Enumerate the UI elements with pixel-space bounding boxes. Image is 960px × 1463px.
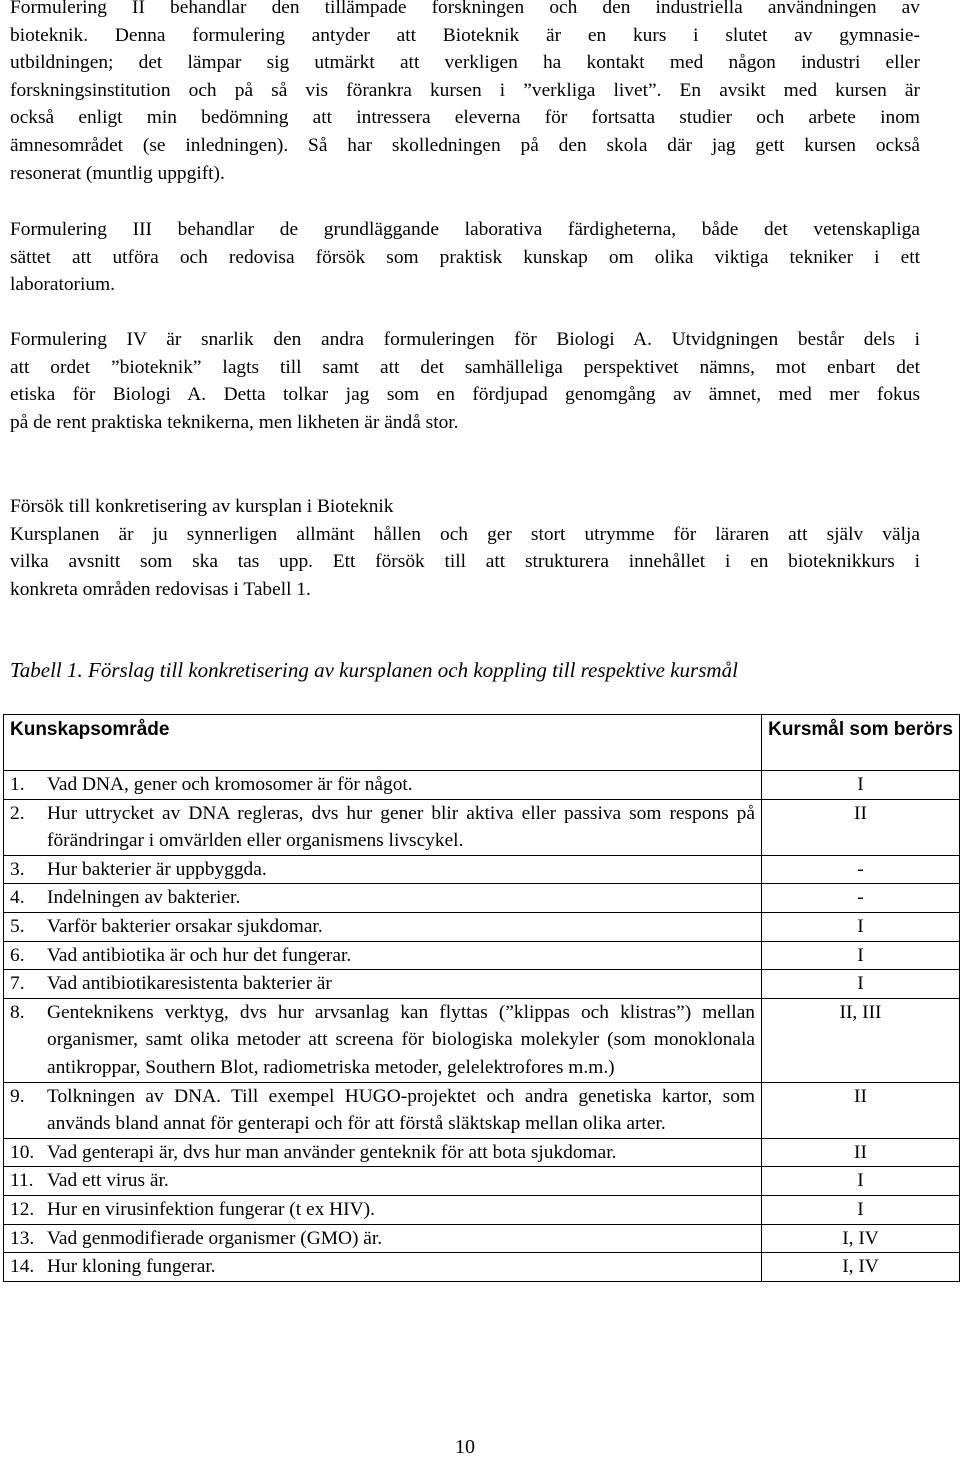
row-text: Vad antibiotika är och hur det fungerar. (47, 944, 352, 966)
row-number: 9. (10, 1085, 25, 1107)
section-konkretisering (10, 493, 920, 603)
text-line: etiska för Biologi A. Detta tolkar jag som en fördjupad genomgång av ämnet, med mer fokus (10, 384, 920, 406)
page-number: 10 (455, 1436, 475, 1458)
row-goals: II (762, 1138, 960, 1167)
row-text: Hur bakterier är uppbyggda. (47, 858, 267, 880)
row-number: 4. (10, 887, 25, 909)
text-line: forskningsinstitution och på så vis förankra kursen i ”verkliga livet”. En avsikt med kursen är (10, 79, 920, 101)
row-goals: I (762, 1195, 960, 1224)
text-line: att ordet ”bioteknik” lagts till samt att det samhälleliga perspektivet nämns, mot enbart det (10, 356, 920, 378)
table-row (4, 941, 960, 970)
text-line: resonerat (muntlig uppgift). (10, 162, 225, 184)
row-number: 14. (10, 1256, 35, 1278)
row-goals: II, III (762, 998, 960, 1082)
row-goals: I, IV (762, 1224, 960, 1253)
section-heading: Försök till konkretisering av kursplan i Bioteknik (10, 496, 394, 517)
table-row (4, 799, 960, 855)
text-line: konkreta områden redovisas i Tabell 1. (10, 578, 311, 600)
row-goals: - (762, 855, 960, 884)
text-line: bioteknik. Denna formulering antyder att Bioteknik är en kurs i slutet av gymnasie- (10, 24, 920, 46)
row-goals: I (762, 941, 960, 970)
text-line: ämnesområdet (se inledningen). Så har skolledningen på den skola där jag gett kursen också (10, 134, 920, 156)
row-number: 6. (10, 944, 25, 966)
row-number: 3. (10, 858, 25, 880)
row-goals: II (762, 799, 960, 855)
row-goals: I (762, 970, 960, 999)
row-number: 5. (10, 915, 25, 937)
row-number: 8. (10, 1001, 25, 1023)
text-line: på de rent praktiska teknikerna, men likheten är ändå stor. (10, 411, 459, 433)
row-text: Indelningen av bakterier. (47, 887, 241, 909)
header-kunskapsomrade: Kunskapsområde (4, 715, 762, 771)
table-header-row (4, 715, 960, 771)
table-row (4, 771, 960, 800)
table-row (4, 884, 960, 913)
row-number: 7. (10, 973, 25, 995)
row-text: Hur kloning fungerar. (47, 1256, 216, 1278)
row-text: Vad genmodifierade organismer (GMO) är. (47, 1227, 383, 1249)
table-row (4, 1167, 960, 1196)
row-text: Varför bakterier orsakar sjukdomar. (47, 915, 323, 937)
text-line: Formulering II behandlar den tillämpade forskningen och den industriella användningen av (10, 0, 920, 18)
text-line: sättet att utföra och redovisa försök som praktisk kunskap om olika viktiga tekniker i ett (10, 246, 920, 268)
text-line: laboratorium. (10, 274, 116, 296)
table-row (4, 1138, 960, 1167)
table-row (4, 970, 960, 999)
table-row (4, 1253, 960, 1282)
paragraph-formulering-iv (10, 326, 920, 436)
row-text: Vad ett virus är. (47, 1170, 169, 1192)
table-caption: Tabell 1. Förslag till konkretisering av kursplanen och koppling till respektive kursmål (10, 658, 738, 682)
row-text: Vad DNA, gener och kromosomer är för något. (47, 774, 413, 795)
row-goals: I (762, 912, 960, 941)
row-goals: - (762, 884, 960, 913)
table-row (4, 1224, 960, 1253)
row-number: 12. (10, 1198, 35, 1220)
row-goals: I, IV (762, 1253, 960, 1282)
text-line: utbildningen; det lämpar sig utmärkt att verkligen ha kontakt med någon industri eller (10, 52, 920, 74)
row-number: 10. (10, 1141, 35, 1163)
row-text: Hur en virusinfektion fungerar (t ex HIV). (47, 1198, 375, 1220)
row-goals: I (762, 1167, 960, 1196)
row-goals: II (762, 1082, 960, 1138)
table-row (4, 912, 960, 941)
table-row (4, 998, 960, 1082)
kursplan-table (3, 714, 960, 1282)
header-kursmal: Kursmål som berörs (762, 715, 960, 771)
paragraph-formulering-iii (10, 216, 920, 299)
row-text: Vad genterapi är, dvs hur man använder genteknik för att bota sjukdomar. (47, 1141, 617, 1163)
text-line: också enligt min bedömning att intressera eleverna för fortsatta studier och arbete inom (10, 107, 920, 129)
text-line: Formulering IV är snarlik den andra formuleringen för Biologi A. Utvidgningen består dels i (10, 329, 920, 350)
table-row (4, 1082, 960, 1138)
row-text: Hur uttrycket av DNA regleras, dvs hur gener blir aktiva eller passiva som respons på förändringar i omvärlden eller organismens livscykel. (47, 802, 755, 852)
paragraph-formulering-ii (10, 0, 920, 187)
row-text: Tolkningen av DNA. Till exempel HUGO-projektet och andra genetiska kartor, som används bland annat för genterapi och för att förstå släktskap mellan olika arter. (47, 1085, 755, 1135)
row-number: 13. (10, 1227, 35, 1249)
row-number: 11. (10, 1170, 34, 1192)
text-line: Formulering III behandlar de grundläggande laborativa färdigheterna, både det vetenskapliga (10, 219, 920, 240)
row-text: Vad antibiotikaresistenta bakterier är (47, 973, 332, 995)
text-line: Kursplanen är ju synnerligen allmänt hållen och ger stort utrymme för läraren att själv välja (10, 523, 920, 545)
row-goals: I (762, 771, 960, 800)
table-row (4, 1195, 960, 1224)
text-line: vilka avsnitt som ska tas upp. Ett försök till att strukturera innehållet i en bioteknikkurs i (10, 551, 920, 573)
row-text: Genteknikens verktyg, dvs hur arvsanlag kan flyttas (”klippas och klistras”) mellan organismer, samt olika metoder att screena för biologiska molekyler (som monoklonala antikroppar, Southern Blot, radiometriska metoder, gelelektrofores m.m.) (47, 1001, 755, 1078)
row-number: 2. (10, 802, 25, 824)
table-row (4, 855, 960, 884)
row-number: 1. (10, 774, 25, 795)
